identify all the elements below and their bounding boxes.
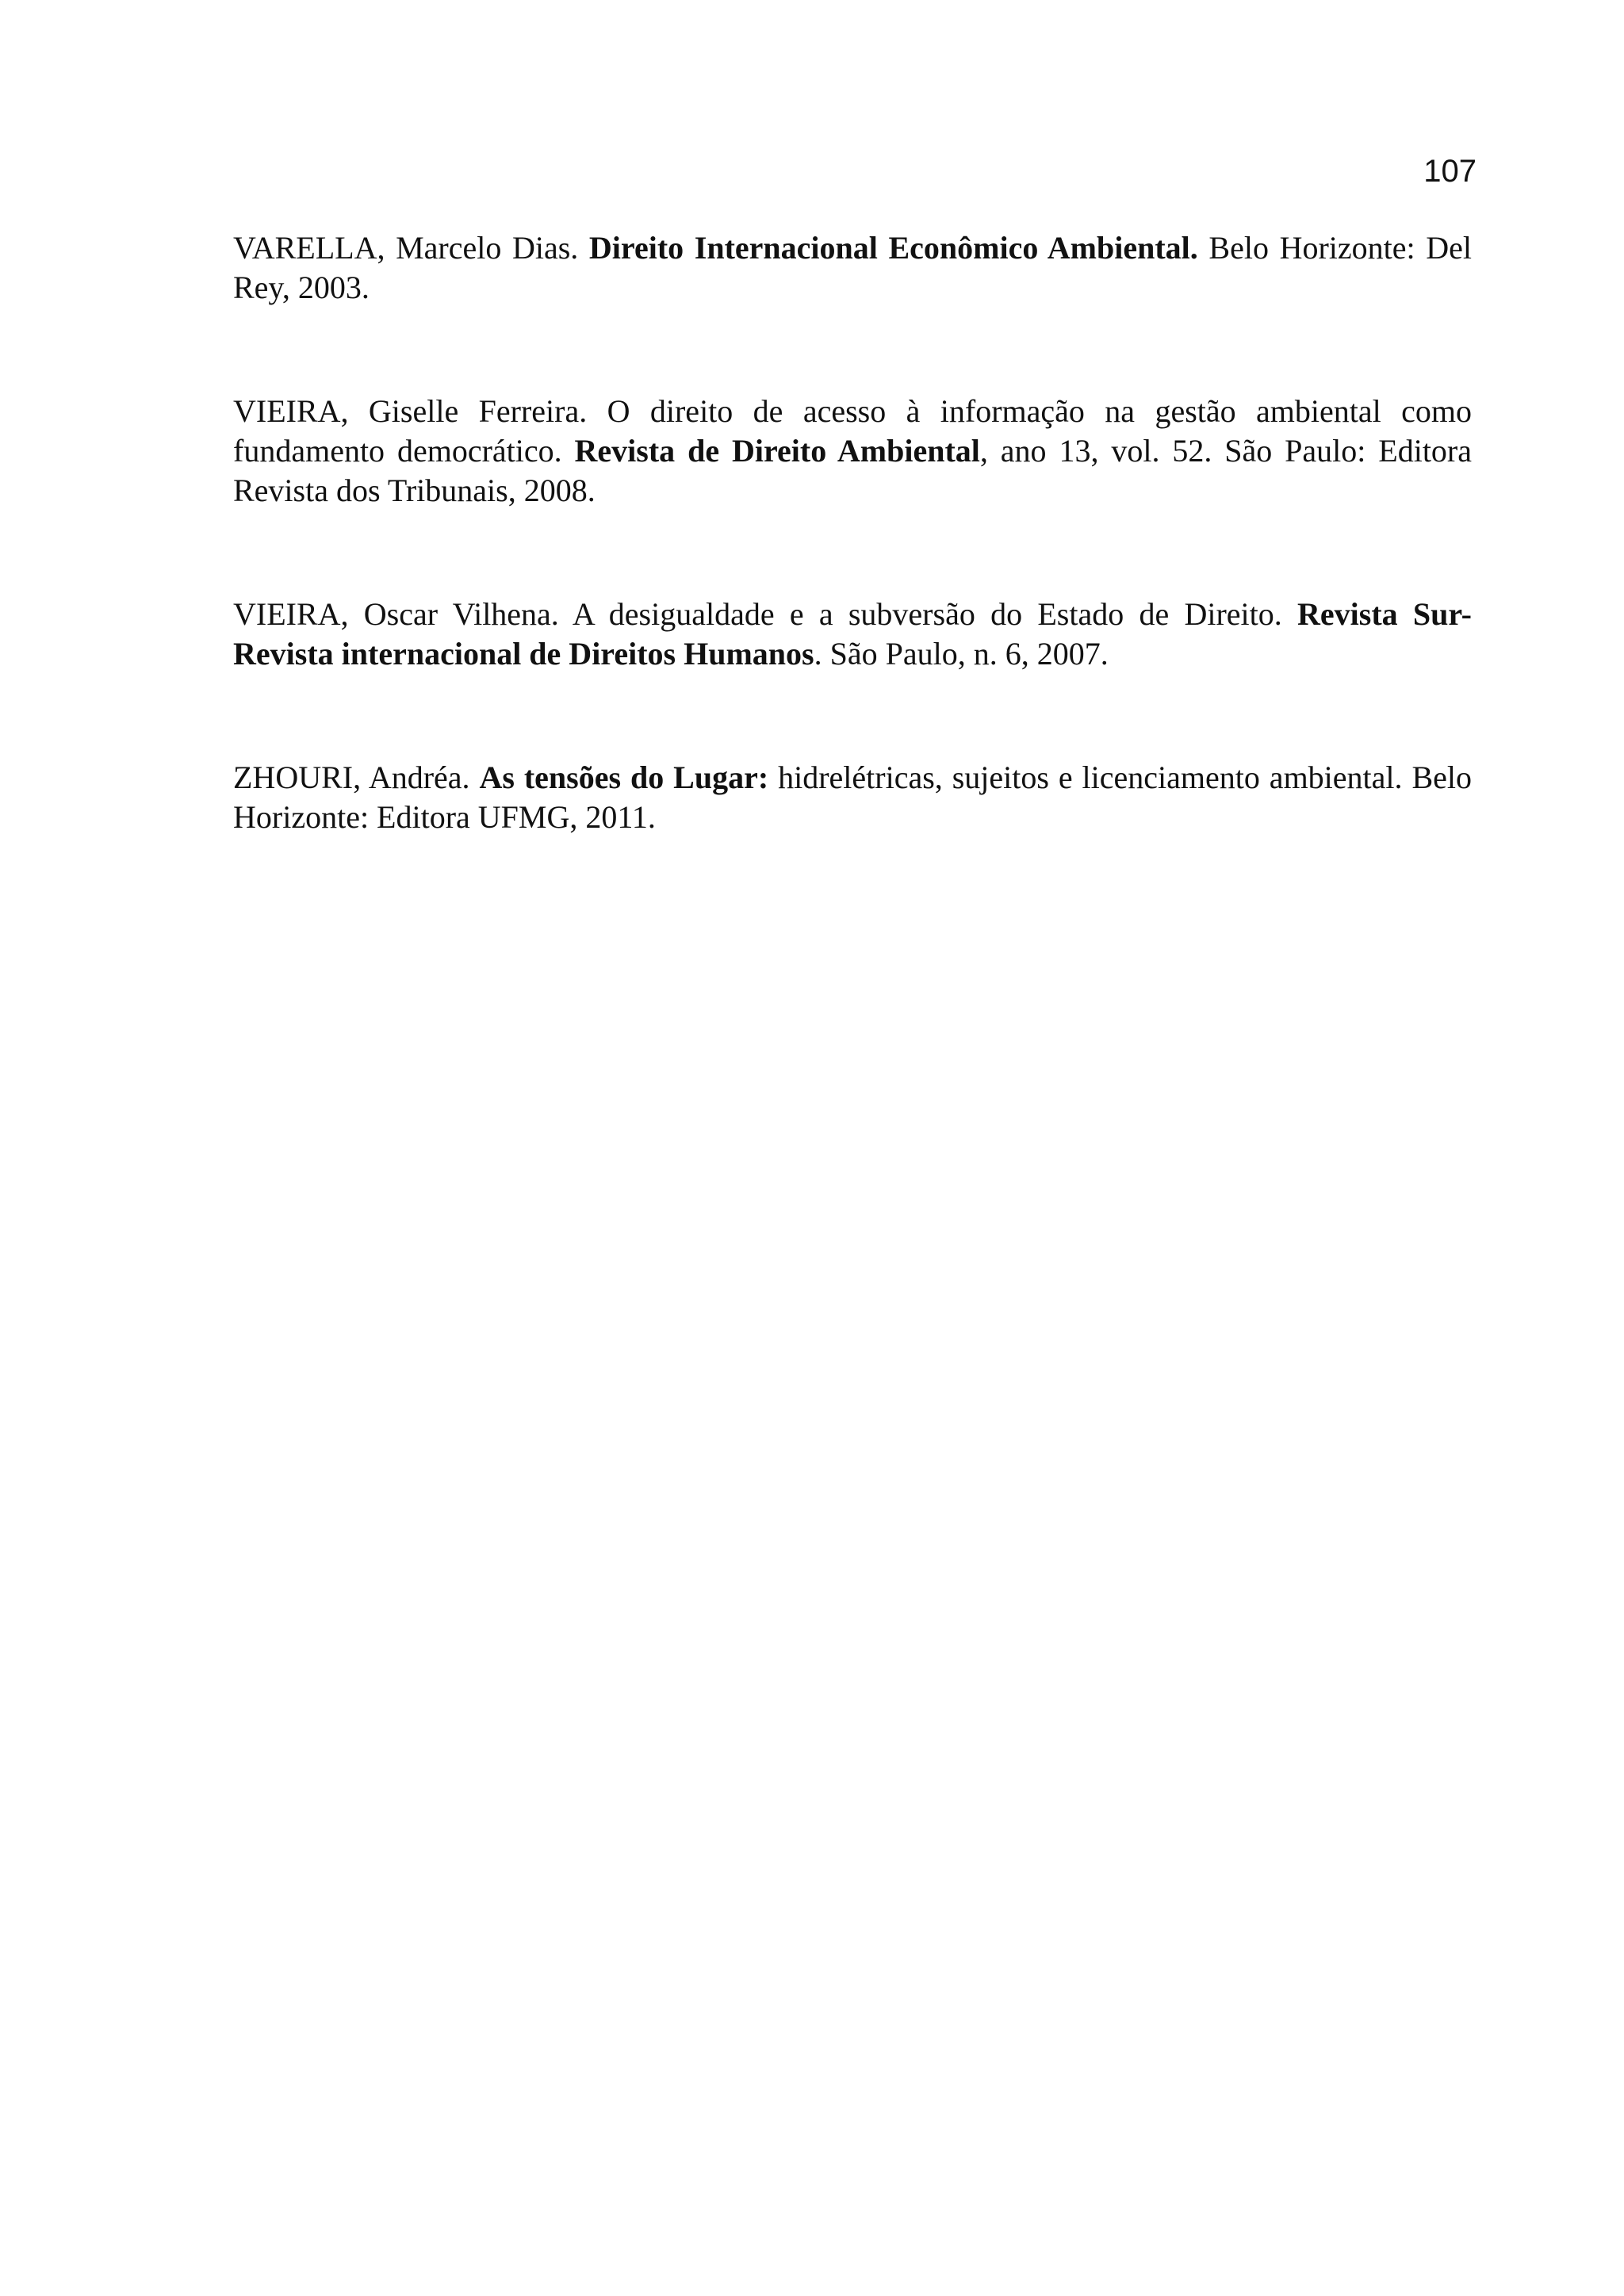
reference-text: hidrelétricas, sujeitos e licenciamento ambiental. Belo Horizonte: Editora UFMG, 2011. (233, 760, 1472, 835)
reference-text: VIEIRA, Giselle Ferreira. O direito de acesso à informação na gestão ambiental como fundamento democrático. (233, 393, 1472, 469)
reference-text: ZHOURI, Andréa. (233, 760, 480, 795)
reference-entry (233, 758, 1472, 837)
reference-text: . São Paulo, n. 6, 2007. (814, 636, 1109, 672)
reference-entry (233, 595, 1472, 674)
reference-list (233, 228, 1472, 921)
reference-title: Revista Sur-Revista internacional de Direitos Humanos (233, 596, 1472, 672)
reference-entry (233, 392, 1472, 511)
reference-text: , ano 13, vol. 52. São Paulo: Editora Revista dos Tribunais, 2008. (233, 433, 1473, 508)
reference-title: As tensões do Lugar: (479, 760, 769, 795)
reference-title: Direito Internacional Econômico Ambiental. (588, 230, 1198, 266)
reference-entry (233, 228, 1472, 308)
reference-text: Belo Horizonte: Del Rey, 2003. (233, 230, 1472, 305)
page-number: 107 (1423, 154, 1477, 189)
reference-text: VIEIRA, Oscar Vilhena. A desigualdade e a subversão do Estado de Direito. (233, 596, 1298, 632)
reference-text: VARELLA, Marcelo Dias. (233, 230, 589, 266)
reference-title: Revista de Direito Ambiental (574, 433, 980, 469)
